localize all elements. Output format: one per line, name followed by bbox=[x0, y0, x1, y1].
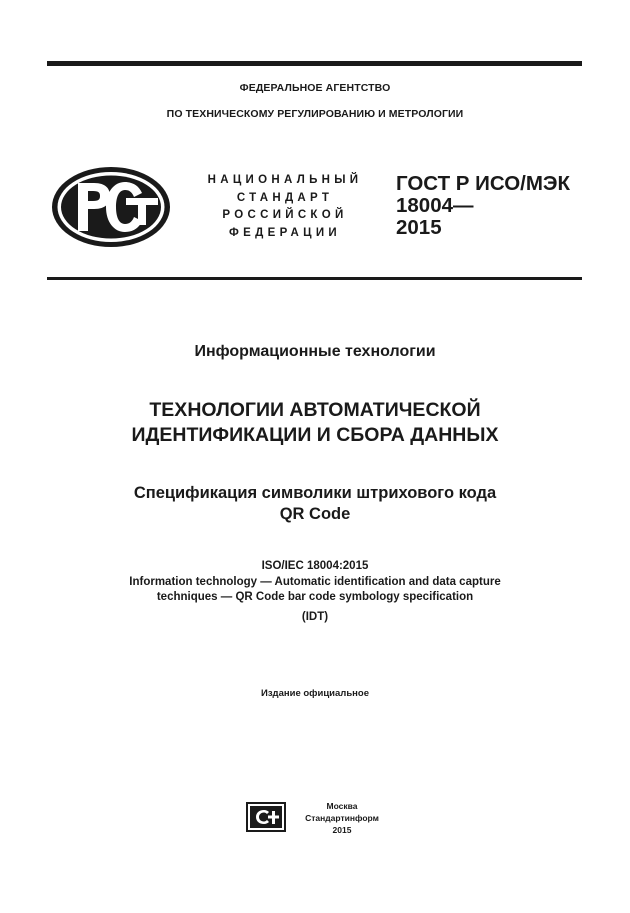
national-standard-label bbox=[195, 172, 375, 242]
main-title bbox=[0, 398, 630, 448]
edition-label: Издание официальное bbox=[261, 688, 369, 699]
gost-line-2: 18004— bbox=[396, 194, 474, 217]
gost-line-1: ГОСТ Р ИСО/МЭК bbox=[396, 172, 571, 195]
national-line-4: ФЕДЕРАЦИИ bbox=[229, 226, 341, 239]
publisher-block bbox=[296, 800, 388, 836]
publisher-name: Стандартинформ bbox=[305, 813, 379, 823]
subtitle bbox=[0, 483, 630, 525]
agency-line-1: ФЕДЕРАЛЬНОЕ АГЕНТСТВО bbox=[239, 82, 391, 94]
iso-reference bbox=[0, 559, 630, 625]
idt-label: (IDT) bbox=[301, 610, 329, 623]
iso-number: ISO/IEC 18004:2015 bbox=[261, 560, 369, 572]
subtitle-line-2: QR Code bbox=[279, 505, 351, 523]
main-title-line-1: ТЕХНОЛОГИИ АВТОМАТИЧЕСКОЙ bbox=[149, 399, 481, 421]
top-rule bbox=[47, 61, 582, 66]
subtitle-line-1: Спецификация символики штрихового кода bbox=[133, 484, 497, 502]
gost-designation bbox=[396, 173, 570, 239]
publisher-city: Москва bbox=[326, 801, 358, 811]
gost-line-3: 2015 bbox=[396, 216, 442, 239]
main-title-line-2: ИДЕНТИФИКАЦИИ И СБОРА ДАННЫХ bbox=[131, 424, 499, 446]
middle-rule bbox=[47, 277, 582, 280]
agency-line-2: ПО ТЕХНИЧЕСКОМУ РЕГУЛИРОВАНИЮ И МЕТРОЛОГИИ bbox=[166, 108, 464, 120]
national-line-2: СТАНДАРТ bbox=[236, 191, 334, 204]
national-line-3: РОССИЙСКОЙ bbox=[222, 209, 348, 221]
rst-conformity-mark-icon bbox=[50, 165, 172, 249]
iso-english-title-line-2: techniques — QR Code bar code symbology specification bbox=[156, 591, 474, 603]
subject-title: Информационные технологии bbox=[194, 343, 436, 360]
standartinform-logo-icon bbox=[245, 801, 287, 833]
publisher-year: 2015 bbox=[332, 825, 352, 835]
iso-english-title-line-1: Information technology — Automatic identification and data capture bbox=[129, 575, 501, 588]
national-line-1: НАЦИОНАЛЬНЫЙ bbox=[207, 174, 363, 186]
